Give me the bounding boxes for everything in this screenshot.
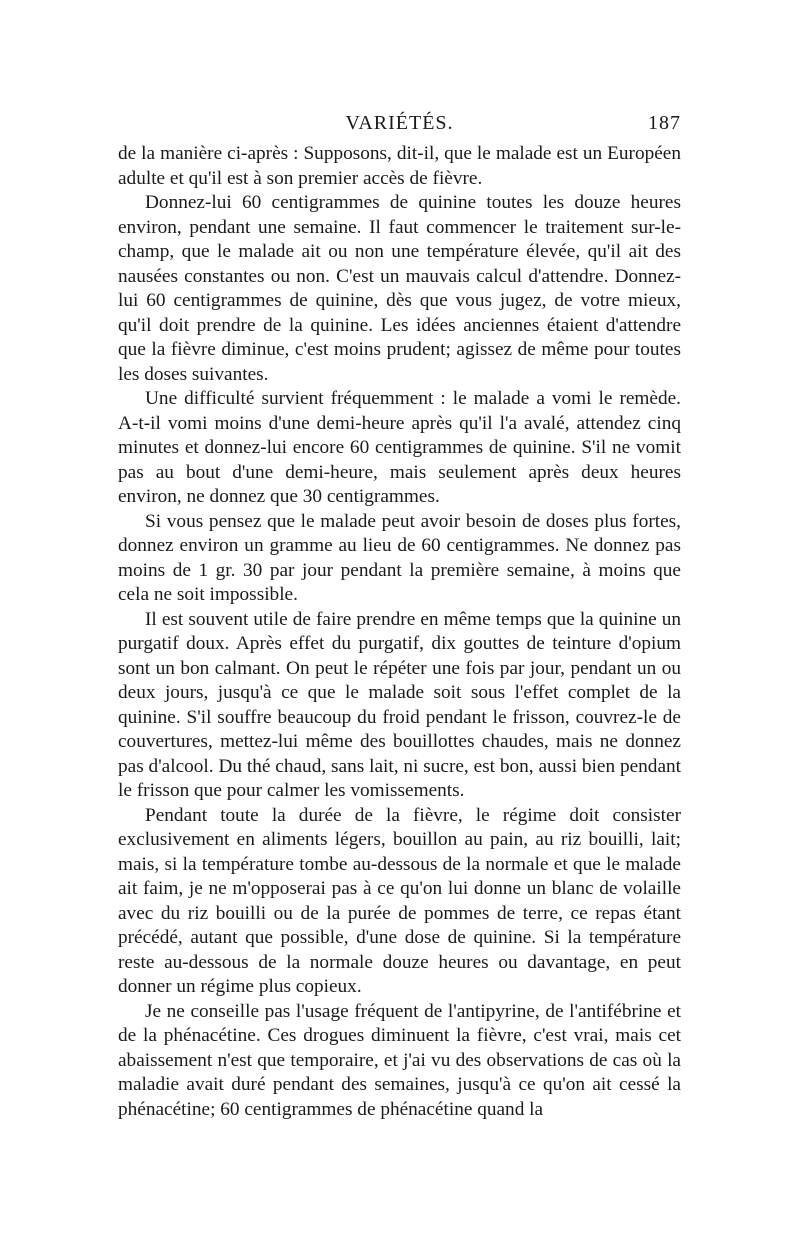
- paragraph-diet: Pendant toute la durée de la fièvre, le régime doit consister exclusivement en aliments légers, bouillon au pain, au riz bouilli, lait; mais, si la température tombe au-dessous de la normale et que le malade ait faim, je ne m'opposerai pas à ce qu'on lui donne un blanc de volaille avec du riz bouilli ou de la purée de pommes de terre, ce repas étant précédé, autant que possible, d'une dose de quinine. Si la température reste au-dessous de la normale douze heures ou davantage, en peut donner un régime plus copieux.: [118, 804, 681, 997]
- page-number: 187: [648, 112, 681, 134]
- paragraph-stronger-doses: Si vous pensez que le malade peut avoir besoin de doses plus fortes, donnez environ un gramme au lieu de 60 centigrammes. Ne donnez pas moins de 1 gr. 30 par jour pendant la première semaine, à moins que cela ne soit impossible.: [118, 510, 681, 605]
- body-text: [118, 142, 681, 1122]
- running-title: VARIÉTÉS.: [345, 112, 454, 134]
- paragraph-purgative: Il est souvent utile de faire prendre en même temps que la quinine un purgatif doux. Après effet du purgatif, dix gouttes de teinture d'opium sont un bon calmant. On peut le répéter une fois par jour, pendant un ou deux jours, jusqu'à ce que le malade soit sous l'effet complet de la quinine. S'il souffre beaucoup du froid pendant le frisson, couvrez-le de couvertures, mettez-lui même des bouillottes chaudes, mais ne donnez pas d'alcool. Du thé chaud, sans lait, ni sucre, est bon, aussi bien pendant le frisson que pour calmer les vomissements.: [118, 608, 681, 801]
- paragraph-quinine-dosage: Donnez-lui 60 centigrammes de quinine toutes les douze heures environ, pendant une semaine. Il faut commencer le traitement sur-le-champ, que le malade ait ou non une température élevée, qu'il ait des nausées constantes ou non. C'est un mauvais calcul d'attendre. Donnez-lui 60 centigrammes de quinine, dès que vous jugez, de votre mieux, qu'il doit prendre de la quinine. Les idées anciennes étaient d'attendre que la fièvre diminue, c'est moins prudent; agissez de même pour toutes les doses suivantes.: [118, 192, 681, 385]
- paragraph-continued: de la manière ci-après : Supposons, dit-il, que le malade est un Européen adulte et qu'il est à son premier accès de fièvre.: [118, 143, 681, 189]
- paragraph-antipyretics: Je ne conseille pas l'usage fréquent de l'antipyrine, de l'antifébrine et de la phénacétine. Ces drogues diminuent la fièvre, c'est vrai, mais cet abaissement n'est que temporaire, et j'ai vu des observations de cas où la maladie avait duré pendant des semaines, jusqu'à ce qu'on ait cessé la phénacétine; 60 centigrammes de phénacétine quand la: [118, 1000, 681, 1120]
- running-head: [118, 112, 681, 142]
- book-page: [118, 112, 681, 1122]
- paragraph-vomiting: Une difficulté survient fréquemment : le malade a vomi le remède. A-t-il vomi moins d'une demi-heure après qu'il l'a avalé, attendez cinq minutes et donnez-lui encore 60 centigrammes de quinine. S'il ne vomit pas au bout d'une demi-heure, mais seulement après deux heures environ, ne donnez que 30 centigrammes.: [118, 388, 681, 507]
